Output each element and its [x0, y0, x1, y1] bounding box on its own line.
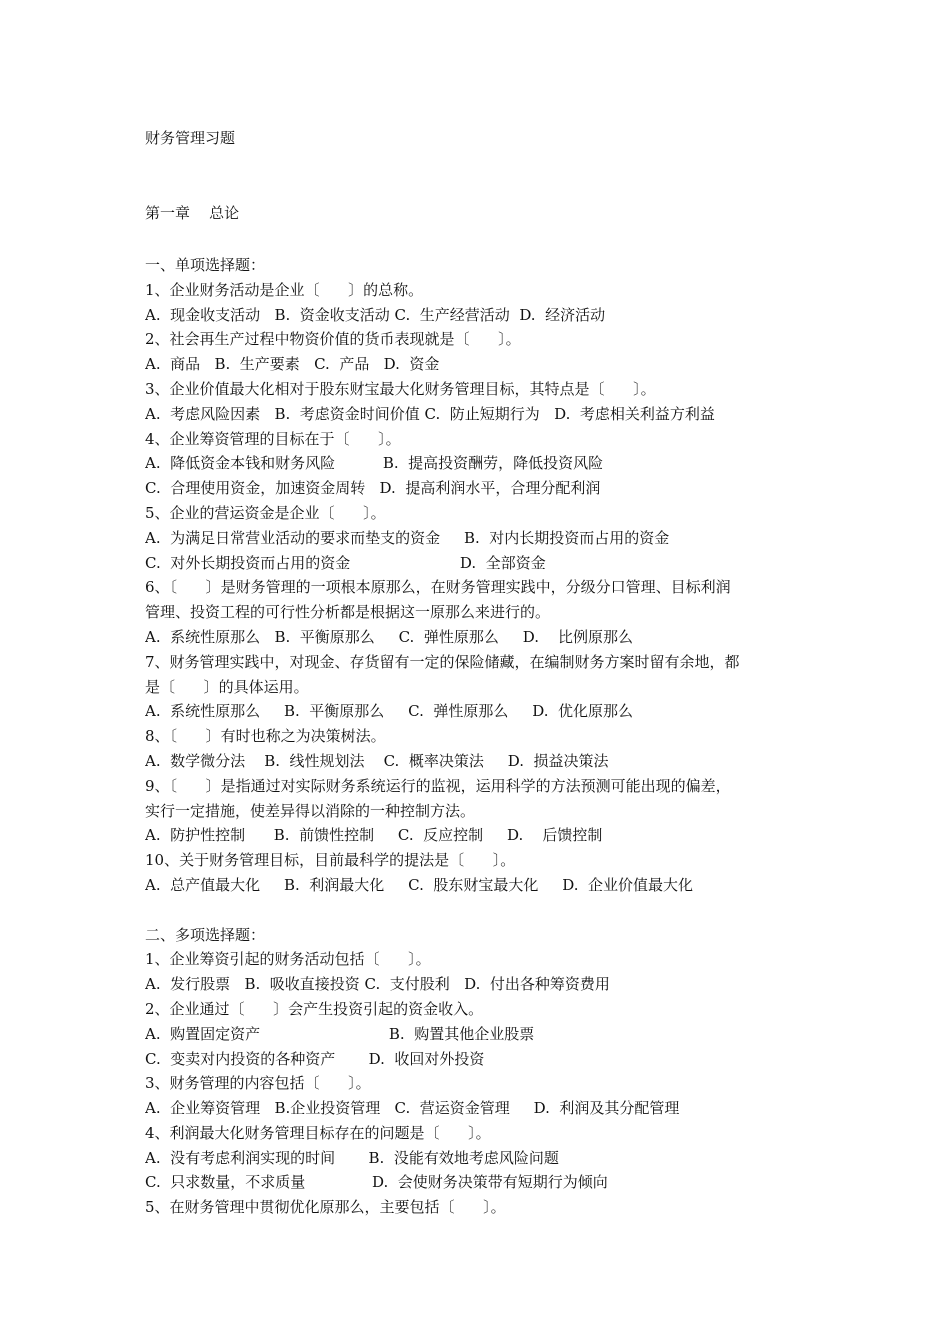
text-line: 管理、投资工程的可行性分析都是根据这一原那么来进行的。	[145, 603, 551, 622]
text-line: A. 没有考虑利润实现的时间 B. 没能有效地考虑风险问题	[145, 1148, 559, 1167]
text-line: 实行一定措施，使差异得以消除的一种控制方法。	[145, 801, 476, 820]
text-line: 一、单项选择题：	[145, 256, 266, 274]
text-line: A. 企业筹资管理 B.企业投资管理 C. 营运资金管理 D. 利润及其分配管理	[145, 1099, 680, 1118]
text-line: 5、企业的营运资金是企业〔 〕。	[145, 503, 386, 522]
text-line: 6、〔 〕是财务管理的一项根本原那么，在财务管理实践中，分级分口管理、目标利润	[145, 578, 731, 597]
text-line: 二、多项选择题：	[145, 925, 266, 944]
text-line: 3、财务管理的内容包括〔 〕。	[145, 1074, 371, 1093]
text-line: A. 防护性控制 B. 前馈性控制 C. 反应控制 D. 后馈控制	[145, 826, 603, 845]
text-line: 是〔 〕的具体运用。	[145, 677, 309, 696]
text-line: A. 发行股票 B. 吸收直接投资 C. 支付股利 D. 付出各种筹资费用	[145, 975, 610, 994]
text-line: A. 总产值最大化 B. 利润最大化 C. 股东财宝最大化 D. 企业价值最大化	[145, 875, 694, 894]
text-line: C. 合理使用资金，加速资金周转 D. 提高利润水平，合理分配利润	[145, 479, 601, 498]
blank-line	[145, 898, 810, 923]
text-line: 7、财务管理实践中，对现金、存货留有一定的保险储藏，在编制财务方案时留有余地，都	[145, 652, 740, 671]
text-line: 2、企业通过〔 〕会产生投资引起的资金收入。	[145, 999, 484, 1018]
document-body	[145, 253, 810, 1220]
text-line: C. 对外长期投资而占用的资金 D. 全部资金	[145, 553, 546, 572]
text-line: A. 考虑风险因素 B. 考虑资金时间价值 C. 防止短期行为 D. 考虑相关利益方利益	[145, 404, 715, 423]
text-line: C. 只求数量，不求质量 D. 会使财务决策带有短期行为倾向	[145, 1173, 608, 1192]
document-title: 财务管理习题	[145, 129, 236, 147]
text-line: A. 降低资金本钱和财务风险 B. 提高投资酬劳，降低投资风险	[145, 454, 604, 473]
text-line: A. 系统性原那么 B. 平衡原那么 C. 弹性原那么 D. 比例原那么	[145, 627, 634, 646]
text-line: A. 商品 B. 生产要素 C. 产品 D. 资金	[145, 355, 440, 374]
text-line: A. 为满足日常营业活动的要求而垫支的资金 B. 对内长期投资而占用的资金	[145, 528, 670, 547]
text-line: 2、社会再生产过程中物资价值的货币表现就是〔 〕。	[145, 330, 521, 349]
text-line: A. 数学微分法 B. 线性规划法 C. 概率决策法 D. 损益决策法	[145, 751, 609, 770]
text-line: 1、企业财务活动是企业〔 〕的总称。	[145, 280, 424, 299]
chapter-heading: 第一章 总论	[145, 204, 240, 222]
text-line: 4、企业筹资管理的目标在于〔 〕。	[145, 429, 401, 448]
text-line: 8、〔 〕有时也称之为决策树法。	[145, 727, 386, 746]
text-line: 9、〔 〕是指通过对实际财务系统运行的监视，运用科学的方法预测可能出现的偏差，	[145, 776, 731, 795]
text-line: 10、关于财务管理目标，目前最科学的提法是〔 〕。	[145, 851, 516, 870]
text-line: 5、在财务管理中贯彻优化原那么，主要包括〔 〕。	[145, 1198, 506, 1217]
text-line: A. 购置固定资产 B. 购置其他企业股票	[145, 1024, 535, 1043]
text-line: C. 变卖对内投资的各种资产 D. 收回对外投资	[145, 1049, 485, 1068]
text-line: 1、企业筹资引起的财务活动包括〔 〕。	[145, 950, 431, 969]
text-line: 4、利润最大化财务管理目标存在的问题是〔 〕。	[145, 1123, 491, 1142]
text-line: A. 系统性原那么 B. 平衡原那么 C. 弹性原那么 D. 优化原那么	[145, 702, 634, 721]
text-line: A. 现金收支活动 B. 资金收支活动 C. 生产经营活动 D. 经济活动	[145, 305, 606, 324]
text-line: 3、企业价值最大化相对于股东财宝最大化财务管理目标，其特点是〔 〕。	[145, 379, 656, 398]
